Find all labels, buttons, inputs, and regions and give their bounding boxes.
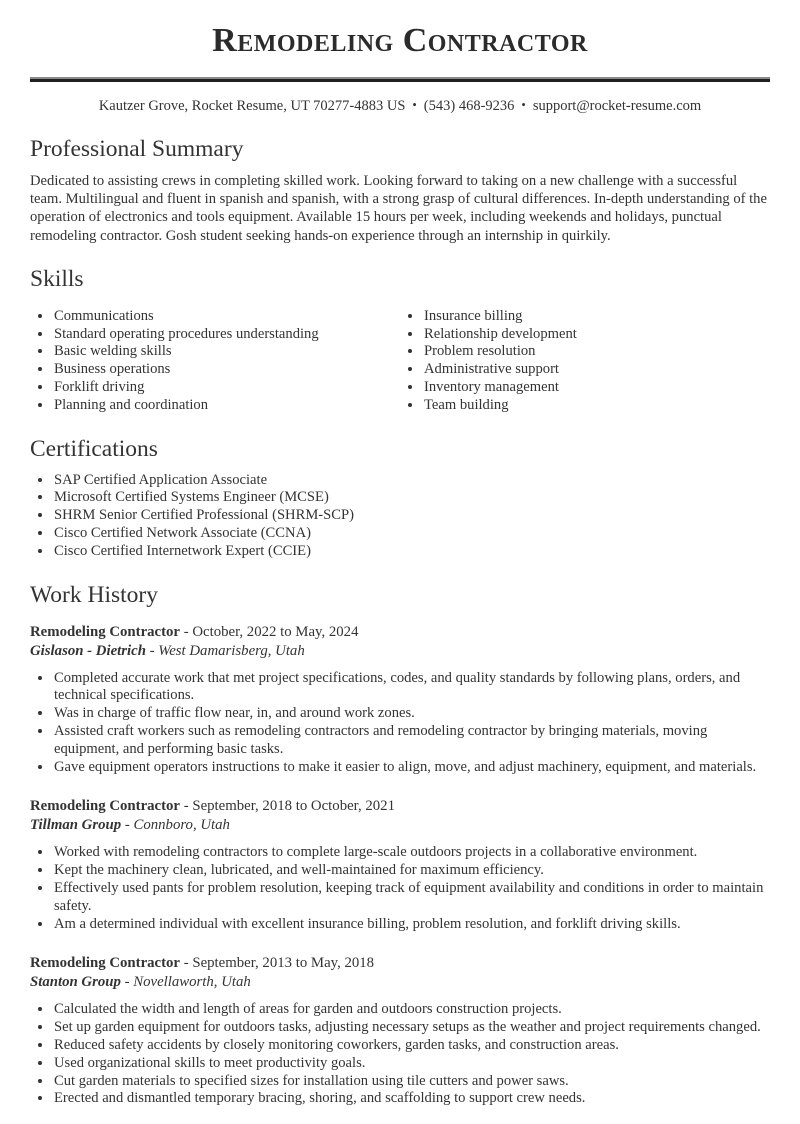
summary-text: Dedicated to assisting crews in completing skilled work. Looking forward to taking on a new challenge with a successful team. Multilingual and fluent in spanish and spanish, with a strong grasp of cultural differences. In-depth understanding of the operation of electronics and tools equipment. Available 15 hours per week, including weekends and holidays, punctual remodeling contractor. Gosh student seeking hands-on experience through an internship in quirkily. — [30, 173, 767, 244]
job-title: Remodeling Contractor — [30, 623, 180, 640]
skill-item: • Standard operating procedures understanding — [53, 326, 400, 344]
job-bullet: • Reduced safety accidents by closely monitoring coworkers, garden tasks, and construction areas. — [53, 1037, 770, 1055]
certifications-list — [30, 472, 770, 561]
contact-line — [30, 98, 770, 115]
contact-email: support@rocket-resume.com — [532, 98, 702, 114]
skill-item: • Team building — [423, 397, 770, 415]
certification-item: • Cisco Certified Network Associate (CCNA) — [53, 525, 770, 543]
certification-item: • Microsoft Certified Systems Engineer (MCSE) — [53, 489, 770, 507]
job-bullet: • Assisted craft workers such as remodeling contractors and remodeling contractor by bringing materials, moving equipment, and performing basic tasks. — [53, 723, 770, 759]
job-entry — [30, 954, 770, 1108]
contact-phone: (543) 468-9236 — [423, 98, 515, 114]
certification-item: • SAP Certified Application Associate — [53, 472, 770, 490]
job-title-line — [30, 623, 770, 642]
job-bullet: • Effectively used pants for problem resolution, keeping track of equipment availability and conditions in order to maintain safety. — [53, 880, 770, 916]
job-entry — [30, 623, 770, 777]
skill-item: • Relationship development — [423, 326, 770, 344]
job-title: Remodeling Contractor — [30, 798, 180, 815]
job-dates: September, 2013 to May, 2018 — [192, 955, 375, 972]
contact-separator-dot: • — [412, 98, 417, 112]
job-title-separator: - — [183, 955, 189, 972]
skills-column-right — [400, 308, 770, 415]
job-bullet-list — [30, 670, 770, 777]
job-bullet: • Was in charge of traffic flow near, in, and around work zones. — [53, 705, 770, 723]
job-company-line — [30, 973, 770, 992]
title-divider — [30, 77, 770, 82]
job-dates: October, 2022 to May, 2024 — [192, 623, 359, 640]
resume-title: Remodeling Contractor — [212, 22, 588, 59]
contact-separator-dot: • — [521, 98, 526, 112]
job-company-separator: - — [124, 974, 130, 991]
certification-item: • SHRM Senior Certified Professional (SHRM-SCP) — [53, 507, 770, 525]
job-bullet: • Erected and dismantled temporary bracing, shoring, and scaffolding to support crew needs. — [53, 1090, 770, 1108]
job-location: Connboro, Utah — [133, 817, 230, 834]
job-bullet: • Set up garden equipment for outdoors tasks, adjusting necessary setups as the weather and project requirements changed. — [53, 1019, 770, 1037]
job-bullet-list — [30, 1001, 770, 1108]
job-title-line — [30, 954, 770, 973]
skills-columns — [30, 302, 770, 415]
job-company: Gislason - Dietrich — [30, 642, 146, 659]
skill-item: • Planning and coordination — [53, 397, 400, 415]
section-heading-professional-summary: Professional Summary — [30, 136, 244, 162]
skills-column-left — [30, 308, 400, 415]
job-title: Remodeling Contractor — [30, 955, 180, 972]
job-bullet: • Calculated the width and length of areas for garden and outdoors construction projects. — [53, 1001, 770, 1019]
job-company: Tillman Group — [30, 817, 122, 834]
job-bullet: • Worked with remodeling contractors to complete large-scale outdoors projects in a collaborative environment. — [53, 844, 770, 862]
work-history — [30, 623, 770, 1109]
job-company-line — [30, 642, 770, 661]
job-bullet: • Am a determined individual with excellent insurance billing, problem resolution, and forklift driving skills. — [53, 916, 770, 934]
job-bullet: • Gave equipment operators instructions to make it easier to align, move, and adjust machinery, equipment, and materials. — [53, 759, 770, 777]
skill-item: • Problem resolution — [423, 343, 770, 361]
section-heading-certifications: Certifications — [30, 435, 158, 462]
job-dates: September, 2018 to October, 2021 — [192, 798, 395, 815]
section-heading-skills: Skills — [30, 265, 84, 292]
job-company: Stanton Group — [30, 974, 121, 991]
section-heading-work-history: Work History — [30, 581, 158, 608]
skill-item: • Communications — [53, 308, 400, 326]
contact-address: Kautzer Grove, Rocket Resume, UT 70277-4883 US — [98, 98, 406, 114]
job-entry — [30, 797, 770, 933]
skill-item: • Business operations — [53, 361, 400, 379]
job-bullet: • Cut garden materials to specified sizes for installation using tile cutters and power saws. — [53, 1073, 770, 1091]
job-bullet: • Kept the machinery clean, lubricated, and well-maintained for maximum efficiency. — [53, 862, 770, 880]
job-location: West Damarisberg, Utah — [158, 642, 305, 659]
job-company-separator: - — [124, 817, 130, 834]
job-location: Novellaworth, Utah — [133, 974, 251, 991]
skill-item: • Administrative support — [423, 361, 770, 379]
job-company-line — [30, 816, 770, 835]
skill-item: • Basic welding skills — [53, 343, 400, 361]
job-bullet: • Used organizational skills to meet productivity goals. — [53, 1055, 770, 1073]
job-company-separator: - — [149, 642, 155, 659]
job-bullet: • Completed accurate work that met project specifications, codes, and quality standards by following plans, orders, and technical specifications. — [53, 670, 770, 706]
job-title-separator: - — [183, 798, 189, 815]
skill-item: • Forklift driving — [53, 379, 400, 397]
job-title-separator: - — [183, 623, 189, 640]
certification-item: • Cisco Certified Internetwork Expert (CCIE) — [53, 543, 770, 561]
job-bullet-list — [30, 844, 770, 933]
job-title-line — [30, 797, 770, 816]
skill-item: • Inventory management — [423, 379, 770, 397]
skill-item: • Insurance billing — [423, 308, 770, 326]
